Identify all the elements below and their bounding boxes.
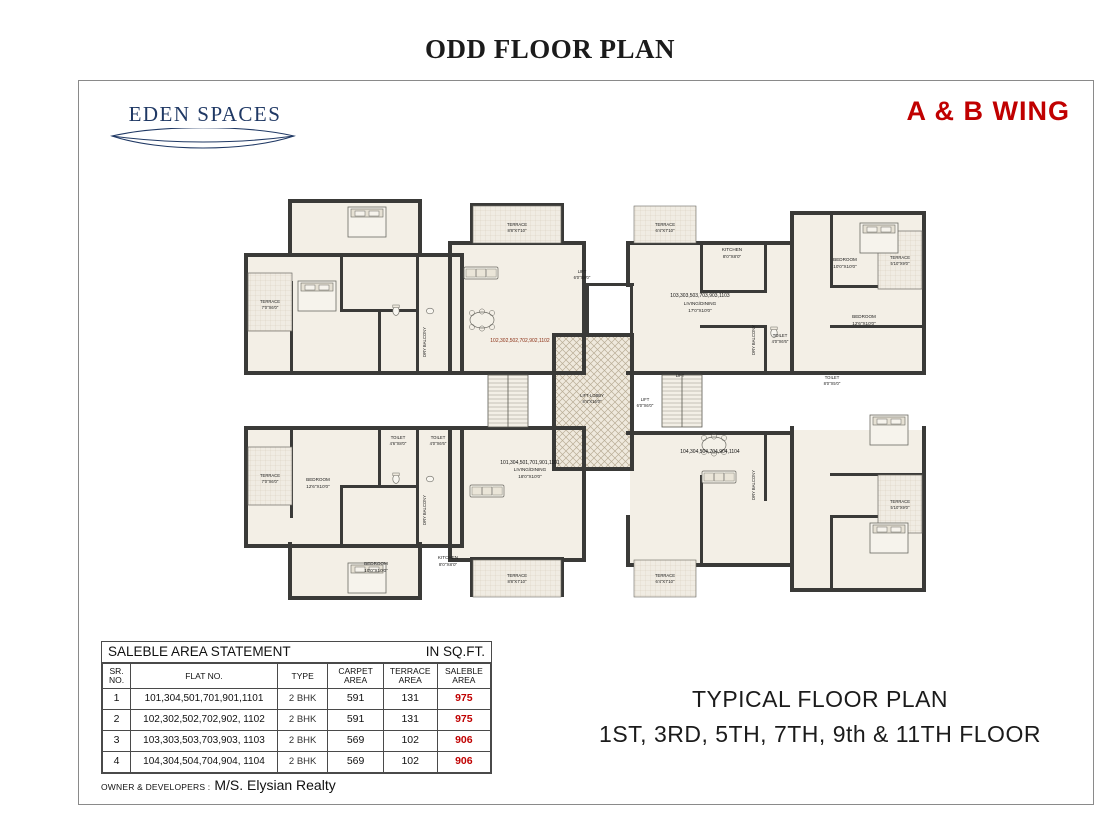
svg-text:12'6"X10'0": 12'6"X10'0" <box>852 321 876 326</box>
svg-text:8'8"X7'10": 8'8"X7'10" <box>507 228 527 233</box>
svg-text:TERRACE: TERRACE <box>506 573 528 578</box>
svg-text:6'0"X8'0": 6'0"X8'0" <box>573 275 591 280</box>
svg-text:5'10"X9'0": 5'10"X9'0" <box>890 505 910 510</box>
svg-text:KITCHEN: KITCHEN <box>437 555 459 560</box>
svg-text:8'0"X8'0": 8'0"X8'0" <box>438 562 458 567</box>
cell-terrace: 102 <box>383 731 437 752</box>
col-header-terrace: TERRACE AREA <box>383 664 437 689</box>
svg-text:6'0"X6'0": 6'0"X6'0" <box>636 403 654 408</box>
svg-text:LIVING/DINING: LIVING/DINING <box>513 467 547 472</box>
svg-text:TERRACE: TERRACE <box>889 499 911 504</box>
cell-flat: 101,304,501,701,901,1101 <box>131 689 278 710</box>
svg-text:TOILET: TOILET <box>390 435 406 440</box>
table-row <box>103 710 491 731</box>
cell-saleble: 975 <box>437 710 490 731</box>
swoosh-lens-logo-icon <box>110 128 296 154</box>
flat-number-103: 103,303,503,703,903,1103 <box>670 293 730 299</box>
svg-text:LIFT: LIFT <box>640 397 650 402</box>
svg-text:TERRACE: TERRACE <box>506 222 528 227</box>
svg-text:5'10"X9'0": 5'10"X9'0" <box>890 261 910 266</box>
owner-developers-row <box>101 773 492 793</box>
svg-text:6'4"X7'10": 6'4"X7'10" <box>655 228 675 233</box>
svg-text:LIVING/DINING: LIVING/DINING <box>683 301 717 306</box>
saleble-area-statement <box>101 641 492 774</box>
svg-text:17'0"X10'0": 17'0"X10'0" <box>688 308 712 313</box>
col-header-carpet: CARPET AREA <box>328 664 383 689</box>
cell-sr: 4 <box>103 752 131 773</box>
cell-type: 2 BHK <box>277 689 328 710</box>
svg-text:10'0"X10'0": 10'0"X10'0" <box>364 568 388 573</box>
svg-text:TOILET: TOILET <box>772 333 788 338</box>
svg-text:TERRACE: TERRACE <box>654 222 676 227</box>
svg-text:4'0"X6'6": 4'0"X6'6" <box>429 441 447 446</box>
svg-text:7'0"X6'0": 7'0"X6'0" <box>261 305 279 310</box>
cell-saleble: 975 <box>437 689 490 710</box>
owner-value: M/S. Elysian Realty <box>214 777 336 793</box>
col-header-flat: FLAT NO. <box>131 664 278 689</box>
svg-text:TOILET: TOILET <box>430 435 446 440</box>
svg-text:LIFT: LIFT <box>675 373 685 378</box>
cell-flat: 104,304,504,704,904, 1104 <box>131 752 278 773</box>
cell-type: 2 BHK <box>277 731 328 752</box>
svg-text:8'8"X7'10": 8'8"X7'10" <box>507 579 527 584</box>
svg-text:8'0"X8'0": 8'0"X8'0" <box>722 254 742 259</box>
caption-line-1: TYPICAL FLOOR PLAN <box>691 686 949 712</box>
cell-saleble: 906 <box>437 731 490 752</box>
svg-text:DRY BALCONY: DRY BALCONY <box>751 470 756 500</box>
cell-terrace: 102 <box>383 752 437 773</box>
svg-text:4'6"X8'0": 4'6"X8'0" <box>389 441 407 446</box>
cell-type: 2 BHK <box>277 710 328 731</box>
svg-text:DRY BALCONY: DRY BALCONY <box>422 327 427 357</box>
area-table-title: SALEBLE AREA STATEMENT <box>108 644 291 659</box>
svg-text:8'4"X16'0": 8'4"X16'0" <box>582 399 602 404</box>
brand-logo <box>110 102 300 158</box>
cell-sr: 2 <box>103 710 131 731</box>
area-table <box>102 663 491 773</box>
table-row <box>103 752 491 773</box>
col-header-type: TYPE <box>277 664 328 689</box>
svg-text:6'4"X7'10": 6'4"X7'10" <box>655 579 675 584</box>
table-header-row <box>103 664 491 689</box>
svg-text:TOILET: TOILET <box>824 375 840 380</box>
svg-text:10'0"X10'0": 10'0"X10'0" <box>833 264 857 269</box>
cell-sr: 3 <box>103 731 131 752</box>
svg-text:7'0"X6'0": 7'0"X6'0" <box>261 479 279 484</box>
svg-text:BEDROOM: BEDROOM <box>852 314 876 319</box>
owner-label: OWNER & DEVELOPERS : <box>101 782 211 792</box>
svg-text:LIFT-LOBBY: LIFT-LOBBY <box>580 393 604 398</box>
cell-type: 2 BHK <box>277 752 328 773</box>
cell-saleble: 906 <box>437 752 490 773</box>
page-title: ODD FLOOR PLAN <box>425 34 675 64</box>
plan-caption <box>560 686 1080 748</box>
svg-text:BEDROOM: BEDROOM <box>833 257 857 262</box>
flat-number-104: 104,304,504,704,904,1104 <box>680 449 740 455</box>
cell-flat: 103,303,503,703,903, 1103 <box>131 731 278 752</box>
cell-carpet: 591 <box>328 710 383 731</box>
svg-text:BEDROOM: BEDROOM <box>306 477 330 482</box>
brand-name: EDEN SPACES <box>128 102 282 126</box>
wing-label: A & B WING <box>906 96 1070 126</box>
svg-text:TERRACE: TERRACE <box>889 255 911 260</box>
cell-carpet: 569 <box>328 731 383 752</box>
cell-flat: 102,302,502,702,902, 1102 <box>131 710 278 731</box>
svg-text:4'0"X6'6": 4'0"X6'6" <box>771 339 789 344</box>
floor-plan-drawing <box>230 185 940 620</box>
svg-text:DRY BALCONY: DRY BALCONY <box>422 495 427 525</box>
svg-text:8'0"X5'0": 8'0"X5'0" <box>823 381 841 386</box>
svg-text:KITCHEN: KITCHEN <box>721 247 743 252</box>
cell-carpet: 591 <box>328 689 383 710</box>
col-header-sr: SR. NO. <box>103 664 131 689</box>
cell-sr: 1 <box>103 689 131 710</box>
svg-text:12'6"X10'0": 12'6"X10'0" <box>306 484 330 489</box>
cell-terrace: 131 <box>383 689 437 710</box>
svg-text:BEDROOM: BEDROOM <box>364 561 388 566</box>
svg-text:TERRACE: TERRACE <box>259 473 281 478</box>
col-header-saleble: SALEBLE AREA <box>437 664 490 689</box>
caption-line-2: 1ST, 3RD, 5TH, 7TH, 9th & 11TH FLOOR <box>599 721 1041 747</box>
svg-text:DRY BALCONY: DRY BALCONY <box>751 325 756 355</box>
area-table-units: IN SQ.FT. <box>425 644 485 659</box>
table-row <box>103 731 491 752</box>
svg-text:LIFT: LIFT <box>577 269 587 274</box>
cell-terrace: 131 <box>383 710 437 731</box>
flat-number-101: 101,304,501,701,901,1101 <box>500 460 560 466</box>
svg-text:TERRACE: TERRACE <box>654 573 676 578</box>
table-row <box>103 689 491 710</box>
svg-text:TERRACE: TERRACE <box>259 299 281 304</box>
cell-carpet: 569 <box>328 752 383 773</box>
svg-text:18'0"X10'0": 18'0"X10'0" <box>518 474 542 479</box>
flat-number-102: 102,302,502,702,902,1102 <box>490 338 550 344</box>
